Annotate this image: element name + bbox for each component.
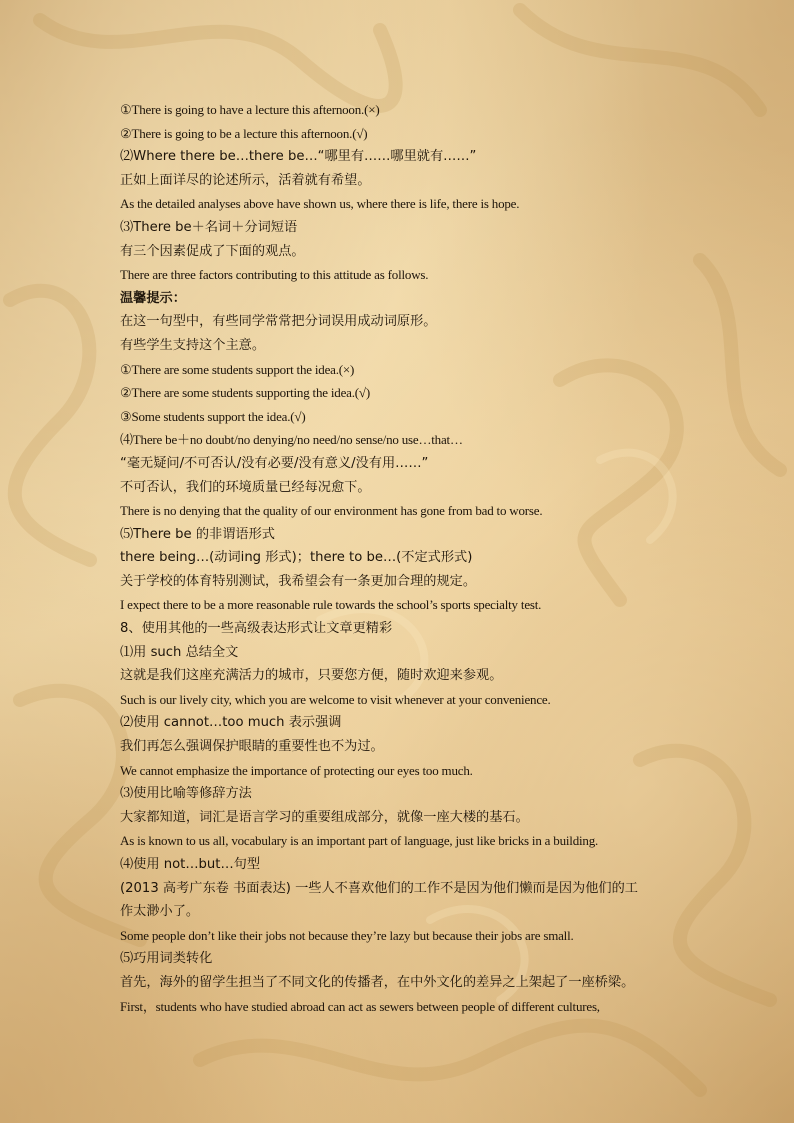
text-line: Some people don’t like their jobs not because they’re lazy but because their jobs are small. (120, 927, 574, 943)
text-line: Such is our lively city, which you are welcome to visit whenever at your convenience. (120, 691, 551, 707)
text-line: ⑸巧用词类转化 (120, 951, 213, 967)
text-line: 有三个因素促成了下面的观点。 (120, 243, 305, 259)
text-line: (2013 高考广东卷 书面表达) 一些人不喜欢他们的工作不是因为他们懒而是因为他们的工 (120, 880, 638, 896)
text-line: I expect there to be a more reasonable rule towards the school’s sports specialty test. (120, 597, 542, 613)
text-line: 这就是我们这座充满活力的城市，只要您方便，随时欢迎来参观。 (120, 668, 503, 684)
text-line: 大家都知道，词汇是语言学习的重要组成部分，就像一座大楼的基石。 (120, 809, 529, 825)
text-line: ⑸There be 的非谓语形式 (120, 526, 275, 542)
text-line: As is known to us all, vocabulary is an important part of language, just like bricks in a building. (120, 833, 599, 849)
text-line: 8、使用其他的一些高级表达形式让文章更精彩 (120, 621, 393, 637)
text-line: ⑵Where there be…there be…“哪里有……哪里就有……” (120, 149, 477, 165)
text-line: ③Some students support the idea.(√) (120, 408, 306, 424)
text-line: ⑴用 such 总结全文 (120, 644, 239, 660)
text-line: There are three factors contributing to this attitude as follows. (120, 267, 429, 283)
text-line: “毫无疑问/不可否认/没有必要/没有意义/没有用……” (120, 455, 429, 471)
text-line: ⑷使用 not…but…句型 (120, 857, 261, 872)
text-line: ①There are some students support the idea.(×) (120, 361, 355, 377)
text-line: 首先，海外的留学生担当了不同文化的传播者，在中外文化的差异之上架起了一座桥梁。 (120, 974, 635, 990)
text-line: ⑶使用比喻等修辞方法 (120, 786, 252, 802)
text-line: 关于学校的体育特别测试，我希望会有一条更加合理的规定。 (120, 573, 477, 589)
text-line: 在这一句型中，有些同学常常把分词误用成动词原形。 (120, 314, 437, 330)
text-line: 不可否认，我们的环境质量已经每况愈下。 (120, 479, 371, 495)
text-line: ⑵使用 cannot…too much 表示强调 (120, 715, 342, 731)
text-line: We cannot emphasize the importance of protecting our eyes too much. (120, 762, 473, 778)
text-line: 正如上面详尽的论述所示，活着就有希望。 (120, 172, 371, 188)
text-line: there being…(动词ing 形式)；there to be…(不定式形式) (120, 550, 473, 566)
text-line: ⑷There be＋no doubt/no denying/no need/no sense/no use…that… (120, 432, 463, 448)
text-line: First，students who have studied abroad can act as sewers between people of different cultures, (120, 998, 600, 1014)
text-line: ①There is going to have a lecture this afternoon.(×) (120, 102, 380, 117)
text-line: 我们再怎么强调保护眼睛的重要性也不为过。 (120, 739, 384, 755)
text-line: ②There is going to be a lecture this afternoon.(√) (120, 125, 368, 141)
text-line: ②There are some students supporting the idea.(√) (120, 385, 370, 401)
text-line: There is no denying that the quality of our environment has gone from bad to worse. (120, 503, 543, 519)
document-body (120, 98, 680, 1018)
text-line: As the detailed analyses above have shown us, where there is life, there is hope. (120, 196, 520, 212)
text-line: 有些学生支持这个主意。 (120, 337, 266, 353)
text-line: 作太渺小了。 (120, 904, 200, 920)
text-line: ⑶There be＋名词＋分词短语 (120, 219, 298, 235)
text-line: 温馨提示： (120, 290, 186, 306)
